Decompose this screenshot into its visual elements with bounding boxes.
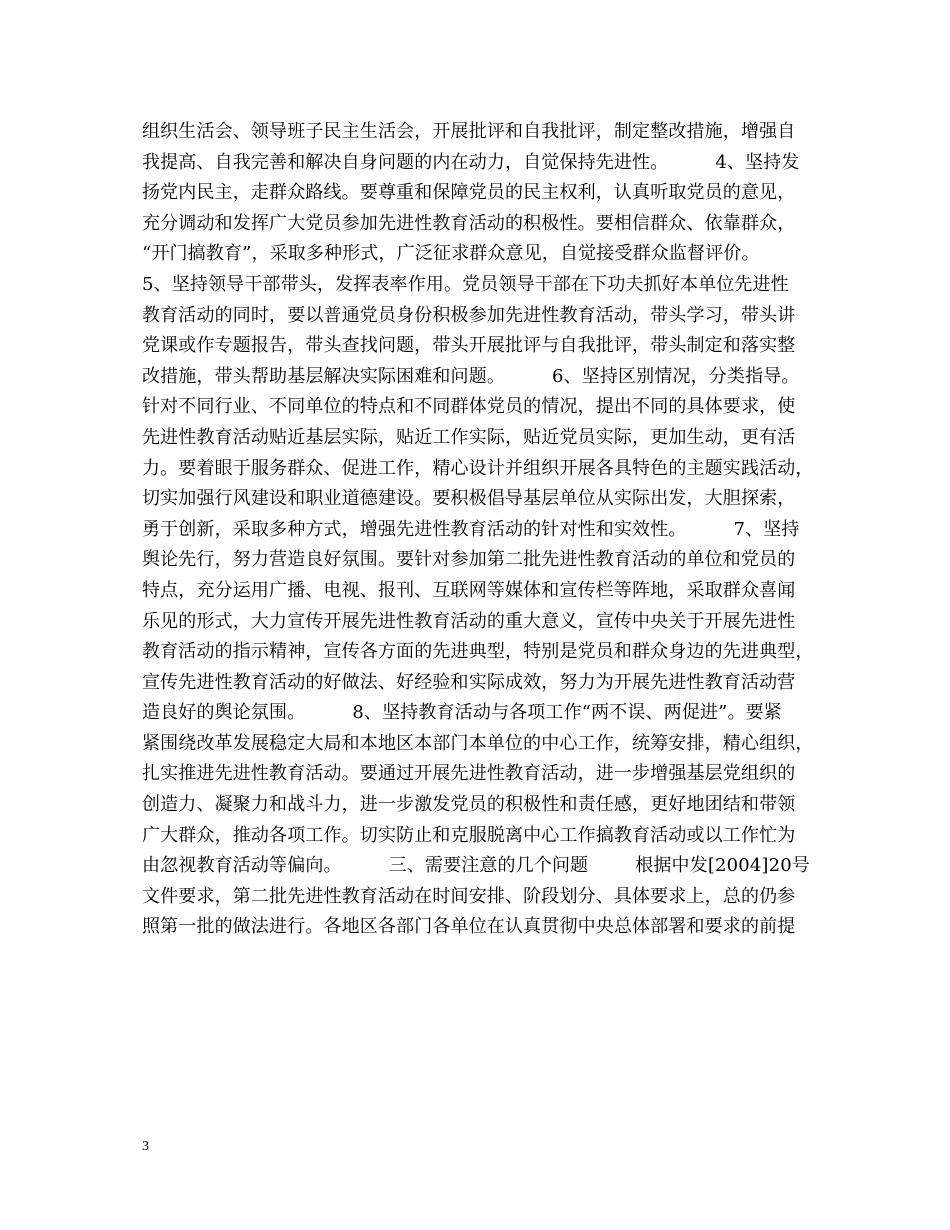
text-line: 造良好的舆论氛围。 8、坚持教育活动与各项工作“两不误、两促进”。要紧: [142, 702, 782, 724]
text-line: 教育活动的指示精神，宣传各方面的先进典型，特别是党员和群众身边的先进典型，: [142, 641, 814, 663]
text-line: 紧围绕改革发展稳定大局和本地区本部门本单位的中心工作，统筹安排，精心组织，: [142, 732, 814, 754]
text-line: 力。要着眼于服务群众、促进工作，精心设计并组织开展各具特色的主题实践活动，: [142, 457, 814, 479]
text-line: 教育活动的同时，要以普通党员身份积极参加先进性教育活动，带头学习，带头讲: [142, 304, 796, 326]
text-line: 由忽视教育活动等偏向。 三、需要注意的几个问题 根据中发[2004]20号: [142, 855, 810, 877]
text-line: 党课或作专题报告，带头查找问题，带头开展批评与自我批评，带头制定和落实整: [142, 335, 796, 357]
text-line: 先进性教育活动贴近基层实际，贴近工作实际，贴近党员实际，更加生动，更有活: [142, 426, 796, 448]
body-text: [142, 117, 822, 943]
text-line: 照第一批的做法进行。各地区各部门各单位在认真贯彻中央总体部署和要求的前提: [142, 916, 796, 938]
text-line: 我提高、自我完善和解决自身问题的内在动力，自觉保持先进性。 4、坚持发: [142, 151, 800, 173]
text-line: 广大群众，推动各项工作。切实防止和克服脱离中心工作搞教育活动或以工作忙为: [142, 824, 796, 846]
text-line: 创造力、凝聚力和战斗力，进一步激发党员的积极性和责任感，更好地团结和带领: [142, 794, 796, 816]
text-line: 勇于创新，采取多种方式，增强先进性教育活动的针对性和实效性。 7、坚持: [142, 518, 800, 540]
text-line: 针对不同行业、不同单位的特点和不同群体党员的情况，提出不同的具体要求，使: [142, 396, 796, 418]
text-line: 切实加强行风建设和职业道德建设。要积极倡导基层单位从实际出发，大胆探索，: [142, 488, 796, 510]
text-line: 充分调动和发挥广大党员参加先进性教育活动的积极性。要相信群众、依靠群众，: [142, 212, 796, 234]
text-line: 扬党内民主，走群众路线。要尊重和保障党员的民主权利，认真听取党员的意见，: [142, 182, 796, 204]
text-line: “开门搞教育”，采取多种形式，广泛征求群众意见，自觉接受群众监督评价。: [142, 243, 760, 265]
text-line: 扎实推进先进性教育活动。要通过开展先进性教育活动，进一步增强基层党组织的: [142, 763, 796, 785]
text-line: 宣传先进性教育活动的好做法、好经验和实际成效，努力为开展先进性教育活动营: [142, 671, 796, 693]
text-line: 文件要求，第二批先进性教育活动在时间安排、阶段划分、具体要求上，总的仍参: [142, 885, 796, 907]
text-line: 特点，充分运用广播、电视、报刊、互联网等媒体和宣传栏等阵地，采取群众喜闻: [142, 579, 796, 601]
text-line: 组织生活会、领导班子民主生活会，开展批评和自我批评，制定整改措施，增强自: [142, 121, 796, 142]
text-line: 乐见的形式，大力宣传开展先进性教育活动的重大意义，宣传中央关于开展先进性: [142, 610, 796, 632]
text-line: 5、坚持领导干部带头，发挥表率作用。党员领导干部在下功夫抓好本单位先进性: [142, 273, 789, 295]
text-line: 改措施，带头帮助基层解决实际困难和问题。 6、坚持区别情况，分类指导。: [142, 365, 800, 387]
text-line: 舆论先行，努力营造良好氛围。要针对参加第二批先进性教育活动的单位和党员的: [142, 549, 796, 571]
page-number: 3: [142, 1139, 149, 1154]
